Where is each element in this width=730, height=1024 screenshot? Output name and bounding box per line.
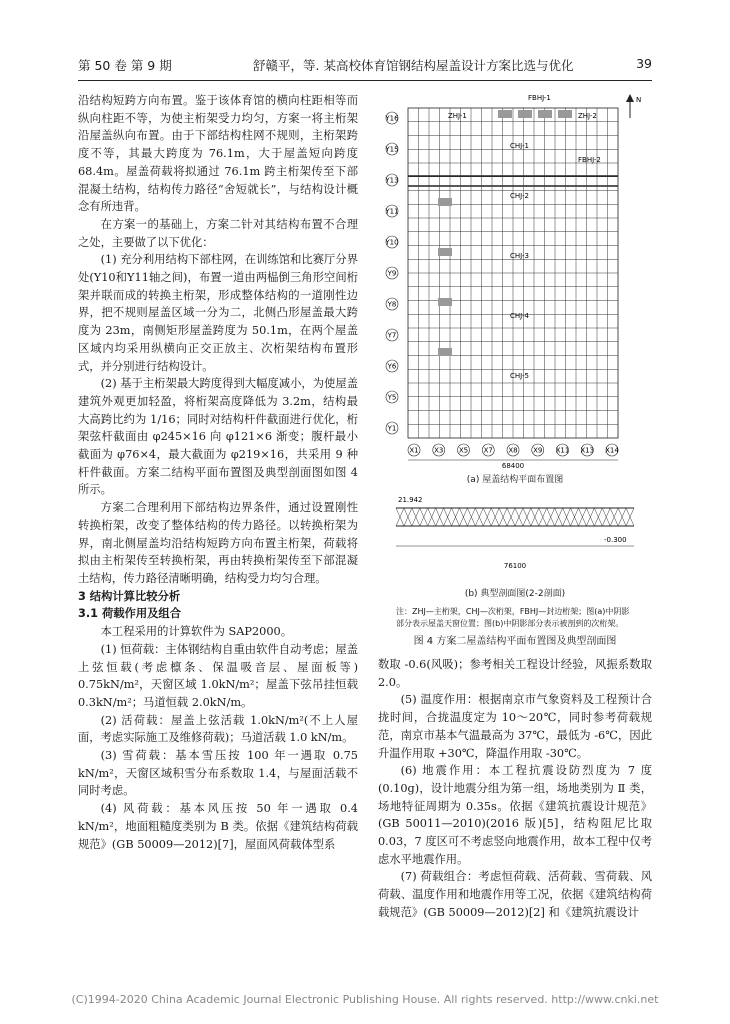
member-label: CHJ-3 — [510, 252, 529, 260]
journal-volume: 第 50 卷 第 9 期 — [78, 58, 172, 73]
paragraph: (6) 地震作用：本工程抗震设防烈度为 7 度(0.10g)，设计地震分组为第一组，场地类别为 Ⅱ 类，场地特征周期为 0.35s。依据《建筑抗震设计规范》(GB 50011—2010)(2016 版)[5]，结构阻尼比取 0.03，7 度区可不考虑竖向地震作用，故本工程中仅考虑水平地震作用。 — [378, 764, 652, 866]
running-title: 舒赣平，等. 某高校体育馆钢结构屋盖设计方案比选与优化 — [253, 58, 574, 73]
paragraph: 本工程采用的计算软件为 SAP2000。 — [100, 625, 292, 639]
structural-drawing — [378, 88, 652, 608]
member-label: CHJ-5 — [510, 372, 529, 380]
member-label: CHJ-4 — [510, 312, 529, 320]
axis-label: Y10 — [385, 238, 399, 247]
axis-label: X1 — [409, 446, 419, 455]
axis-label: Y13 — [385, 176, 399, 185]
north-label: N — [636, 96, 642, 104]
plan-caption: (a) 屋盖结构平面布置图 — [466, 475, 564, 485]
copyright-footer: (C)1994-2020 China Academic Journal Electronic Publishing House. All rights reserved. http://www.cnki.net — [71, 993, 659, 1006]
axis-label: X7 — [483, 446, 493, 455]
paragraph: (2) 基于主桁架最大跨度得到大幅度减小，为使屋盖建筑外观更加轻盈，将桁架高度降低为 3.2m，结构最大高跨比约为 1/16；同时对结构杆件截面进行优化，桁架弦杆截面由 φ245×16 向 φ121×6 渐变；腹杆最小截面为 φ76×4，最大截面为 φ219×16，共采用 9 种杆件截面。方案二结构平面布置图及典型剖面图如图 4 所示。 — [78, 377, 358, 497]
member-label: FBHJ-1 — [528, 94, 551, 102]
paragraph: (1) 充分利用结构下部柱网，在训练馆和比赛厅分界处(Y10和Y11轴之间)，布置一道由两榀倒三角形空间桁架并联而成的转换主桁架，形成整体结构的一道刚性边界，把不规则屋盖区域一分为二，北侧凸形屋盖最大跨度为 23m，南侧矩形屋盖跨度为 50.1m，在两个屋盖区域内均采用纵横向正交正放主、次桁架结构布置形式，并分别进行结构设计。 — [78, 253, 358, 373]
section-heading: 3 结构计算比较分析 — [78, 589, 181, 603]
skylight-hatch — [538, 110, 552, 118]
paragraph: 沿结构短跨方向布置。鉴于该体育馆的横向柱距相等而纵向柱距不等，为使主桁架受力均匀，方案一将主桁架沿屋盖纵向布置。由于下部结构柱网不规则，主桁架跨度不等，其最大跨度为 76.1m，大于屋盖短向跨度 68.4m。屋盖荷载将拟通过 76.1m 跨主桁架传至下部混凝土结构，结构传力路径“舍短就长”，与结构设计概念有所违背。 — [78, 94, 358, 214]
member-label: FBHJ-2 — [578, 156, 601, 164]
axis-label: Y5 — [387, 393, 397, 402]
paragraph: 数取 -0.6(风吸)；参考相关工程设计经验，风振系数取 2.0。 — [378, 658, 652, 689]
skylight-hatch — [438, 348, 452, 356]
paragraph: (3) 雪荷载：基本雪压按 100 年一遇取 0.75 kN/m²，天窗区域积雪分布系数取 1.4，与屋面活载不同时考虑。 — [78, 749, 358, 798]
skylight-hatch — [558, 110, 572, 118]
skylight-hatch — [438, 198, 452, 206]
running-header — [78, 56, 652, 76]
axis-label: X13 — [580, 446, 595, 455]
axis-label: X3 — [434, 446, 444, 455]
bottom-elevation: -0.300 — [604, 536, 627, 544]
paragraph: (1) 恒荷载：主体钢结构自重由软件自动考虑；屋盖上弦恒载(考虑檩条、保温吸音层、屋面板等) 0.75kN/m²，天窗区域 1.0kN/m²；屋盖下弦吊挂恒载 0.3kN/m²；马道恒载 2.0kN/m。 — [78, 642, 358, 709]
paragraph: (5) 温度作用：根据南京市气象资料及工程预计合拢时间，合拢温度定为 10～20℃，同时参考荷载规范，南京市基本气温最高为 37℃，最低为 -6℃，因此升温作用取 +30℃，降温作用取 -30℃。 — [378, 693, 652, 760]
north-arrow-icon — [626, 94, 641, 118]
top-elevation: 21.942 — [398, 496, 423, 504]
axis-label: X8 — [508, 446, 518, 455]
member-label: ZHJ-2 — [578, 112, 597, 120]
right-column — [378, 656, 652, 922]
skylight-hatch — [518, 110, 532, 118]
section-view — [396, 496, 634, 570]
axis-label: Y9 — [387, 269, 397, 278]
axis-label: Y7 — [387, 331, 397, 340]
member-label: ZHJ-1 — [448, 112, 467, 120]
member-label: CHJ-2 — [510, 192, 529, 200]
axis-label: Y8 — [387, 300, 397, 309]
left-column — [78, 92, 358, 853]
axis-label: Y6 — [387, 362, 397, 371]
skylight-hatch — [438, 298, 452, 306]
axis-label: Y11 — [385, 207, 399, 216]
paragraph: (2) 活荷载：屋盖上弦活载 1.0kN/m²(不上人屋面，考虑实际施工及维修荷载)；马道活载 1.0 kN/m。 — [78, 713, 358, 745]
paragraph: 在方案一的基础上，方案二针对其结构布置不合理之处，主要做了以下优化： — [78, 217, 358, 249]
section-span-label: 76100 — [503, 562, 527, 570]
header-rule — [78, 80, 652, 81]
figure-caption: 图 4 方案二屋盖结构平面布置图及典型剖面图 — [413, 636, 617, 647]
paragraph: (7) 荷载组合：考虑恒荷载、活荷载、雪荷载、风荷载、温度作用和地震作用等工况，依据《建筑结构荷载规范》(GB 50009—2012)[2] 和《建筑抗震设计 — [378, 870, 652, 919]
section-caption: (b) 典型剖面图(2-2剖面) — [464, 589, 566, 599]
axis-label: Y1 — [387, 424, 397, 433]
total-span-label: 68400 — [501, 462, 525, 470]
paragraph: (4) 风荷载：基本风压按 50 年一遇取 0.4 kN/m²，地面粗糙度类别为 B 类。依据《建筑结构荷载规范》(GB 50009—2012)[7]，屋面风荷载体型系 — [78, 802, 358, 851]
figure-note: 注：ZHJ—主桁架，CHJ—次桁架，FBHJ—封边桁架；图(a)中阴影部分表示屋盖天窗位置；图(b)中阴影部分表示被剖到的次桁架。 — [396, 607, 630, 628]
axis-label: X14 — [605, 446, 619, 455]
member-label: CHJ-1 — [510, 142, 529, 150]
figure-4 — [378, 88, 652, 647]
axis-label: Y16 — [385, 114, 399, 123]
axis-label: X5 — [458, 446, 469, 455]
subsection-heading: 3.1 荷载作用及组合 — [78, 607, 182, 621]
skylight-hatch — [438, 248, 452, 256]
paragraph: 方案二合理利用下部结构边界条件，通过设置刚性转换桁架，改变了整体结构的传力路径。以转换桁架为界，南北侧屋盖均沿结构短跨方向布置主桁架，荷载将拟由主桁架传至转换桁架，再由转换桁架传至下部混凝土结构，传力路径清晰明确，结构受力均匀合理。 — [78, 501, 358, 585]
axis-label: X9 — [533, 446, 543, 455]
axis-label: X11 — [555, 446, 570, 455]
skylight-hatch — [498, 110, 512, 118]
page-number: 39 — [636, 56, 652, 71]
axis-label: Y15 — [385, 145, 399, 154]
